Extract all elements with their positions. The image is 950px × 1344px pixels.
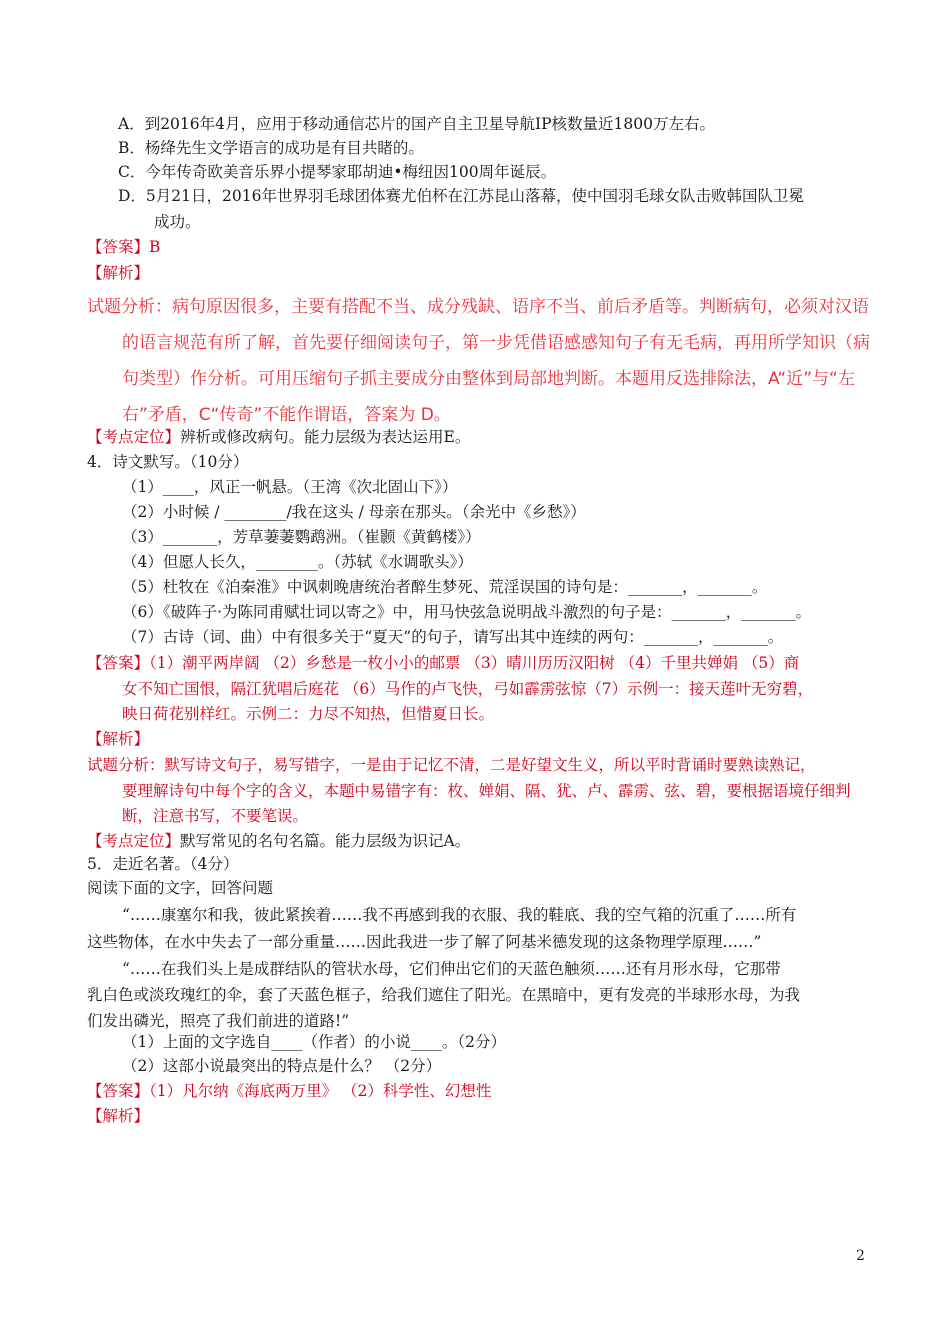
q4-answer-line1: 【答案】（1）潮平两岸阔 （2）乡愁是一枚小小的邮票 （3）晴川历历汉阳树 （4）千里共婵娟 （5）商 [87,654,800,672]
q5-question-1: （1）上面的文字选自____（作者）的小说____。（2分） [122,1033,506,1051]
q4-answer-line2: 女不知亡国恨，隔江犹唱后庭花 （6）马作的卢飞快，弓如霹雳弦惊（7）示例一：接天莲叶无穷碧， [122,680,814,698]
q3-kaodian-text: 辨析或修改病句。能力层级为表达运用E。 [180,428,471,446]
q5-para1-line1: “……康塞尔和我，彼此紧挨着……我不再感到我的衣服、我的鞋底、我的空气箱的沉重了……所有 [122,906,797,924]
q3-jiexi-label: 【解析】 [87,264,150,282]
q4-answer-line3: 映日荷花别样红。示例二：力尽不知热，但惜夏日长。 [122,705,495,723]
q4-kaodian [87,830,470,852]
q4-title: 4．诗文默写。（10分） [87,453,249,471]
q4-item-4: （4）但愿人长久，________。（苏轼《水调歌头》） [122,553,473,571]
q5-question-2: （2）这部小说最突出的特点是什么？ （2分） [122,1057,442,1075]
q3-option-c: C．今年传奇欧美音乐界小提琴家耶胡迪•梅纽因100周年诞辰。 [118,163,557,181]
q5-para1-line2: 这些物体，在水中失去了一部分重量……因此我进一步了解了阿基米德发现的这条物理学原理……” [87,933,762,951]
q4-item-5: （5）杜牧在《泊秦淮》中讽刺晚唐统治者醉生梦死、荒淫误国的诗句是：_______，_______。 [122,578,768,596]
q3-option-d-line2: 成功。 [154,213,201,231]
q3-kaodian-label: 【考点定位】 [87,428,181,446]
q4-item-3: （3）_______，芳草萋萋鹦鹉洲。（崔颢《黄鹤楼》） [122,528,481,546]
q3-answer: 【答案】B [87,238,161,256]
q5-intro: 阅读下面的文字，回答问题 [87,879,274,897]
q4-analysis-line2: 要理解诗句中每个字的含义，本题中易错字有：枚、婵娟、隔、犹、卢、霹雳、弦、碧，要根据语境仔细判 [122,782,851,800]
q4-item-1: （1）____，风正一帆悬。（王湾《次北固山下》） [122,478,458,496]
q5-para2-line2: 乳白色或淡玫瑰红的伞，套了天蓝色框子，给我们遮住了阳光。在黑暗中，更有发亮的半球形水母，为我 [87,986,801,1004]
q4-kaodian-label: 【考点定位】 [87,832,181,850]
q4-analysis-line3: 断，注意书写，不要笔误。 [122,807,309,825]
q3-option-a: A．到2016年4月，应用于移动通信芯片的国产自主卫星导航IP核数量近1800万左右。 [118,115,716,133]
q3-analysis-line4: 右”矛盾，C“传奇”不能作谓语，答案为 D。 [122,405,451,425]
q5-jiexi-label: 【解析】 [87,1107,150,1125]
q3-analysis-line2: 的语言规范有所了解，首先要仔细阅读句子，第一步凭借语感感知句子有无毛病，再用所学知识（病 [122,333,870,353]
q3-option-d-line1: D．5月21日，2016年世界羽毛球团体赛尤伯杯在江苏昆山落幕，使中国羽毛球女队击败韩国队卫冕 [118,187,804,205]
q3-option-b: B．杨绛先生文学语言的成功是有目共睹的。 [118,139,424,157]
q4-item-7: （7）古诗（词、曲）中有很多关于“夏天”的句子，请写出其中连续的两句：_______，_______。 [122,628,784,646]
q3-analysis-line3: 句类型）作分析。可用压缩句子抓主要成分由整体到局部地判断。本题用反选排除法，A“近”与“左 [122,369,855,389]
q5-answer: 【答案】（1）凡尔纳《海底两万里》 （2）科学性、幻想性 [87,1082,492,1100]
page-number: 2 [856,1248,865,1264]
q5-para2-line1: “……在我们头上是成群结队的管状水母，它们伸出它们的天蓝色触须……还有月形水母，它那带 [122,960,781,978]
q4-item-2: （2）小时候 / ________/我在这头 / 母亲在那头。（余光中《乡愁》） [122,503,586,521]
q5-para2-line3: 们发出磷光，照亮了我们前进的道路!” [87,1012,350,1030]
q3-kaodian [87,426,470,448]
q4-item-6: （6）《破阵子·为陈同甫赋壮词以寄之》中，用马快弦急说明战斗激烈的句子是：_______，_______。 [122,603,812,621]
q3-analysis-line1: 试题分析：病句原因很多，主要有搭配不当、成分残缺、语序不当、前后矛盾等。判断病句，必须对汉语 [87,297,869,317]
q4-analysis-line1: 试题分析：默写诗文句子，易写错字，一是由于记忆不清，二是好望文生义，所以平时背诵时要熟读熟记， [87,756,816,774]
q4-jiexi-label: 【解析】 [87,730,150,748]
q5-title: 5．走近名著。（4分） [87,855,239,873]
q4-kaodian-text: 默写常见的名句名篇。能力层级为识记A。 [180,832,471,850]
